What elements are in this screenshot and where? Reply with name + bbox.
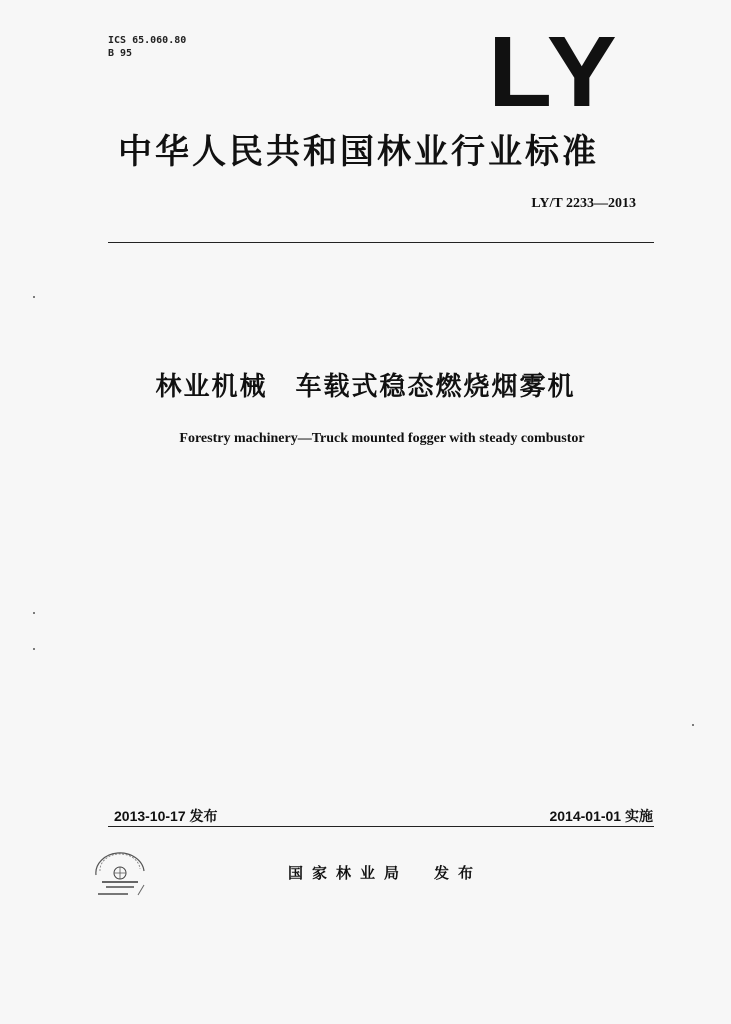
classification-codes (108, 34, 186, 60)
chinese-title: 林业机械 车载式稳态燃烧烟雾机 (155, 372, 576, 402)
footer-divider (108, 826, 654, 827)
header-divider (108, 242, 654, 243)
issuer-action: 发布 (434, 864, 483, 882)
scan-speck (33, 612, 35, 614)
scan-speck (33, 296, 35, 298)
implementation-date: 2014-01-01 实施 (549, 808, 653, 824)
ccs-code: B 95 (108, 48, 133, 59)
ics-code: ICS 65.060.80 (108, 35, 187, 46)
standard-category-title: 中华人民共和国林业行业标准 (118, 132, 599, 172)
issue-date: 2013-10-17 发布 (114, 808, 218, 824)
scan-speck (692, 724, 694, 726)
english-title: Forestry machinery—Truck mounted fogger with steady combustor (179, 431, 585, 446)
ly-logo: LY (488, 16, 621, 128)
standard-number: LY/T 2233—2013 (531, 196, 636, 211)
issuing-authority (288, 862, 482, 883)
publisher-seal-stamp (86, 845, 154, 901)
issuer-name: 国家林业局 (288, 864, 409, 882)
scan-speck (33, 648, 35, 650)
